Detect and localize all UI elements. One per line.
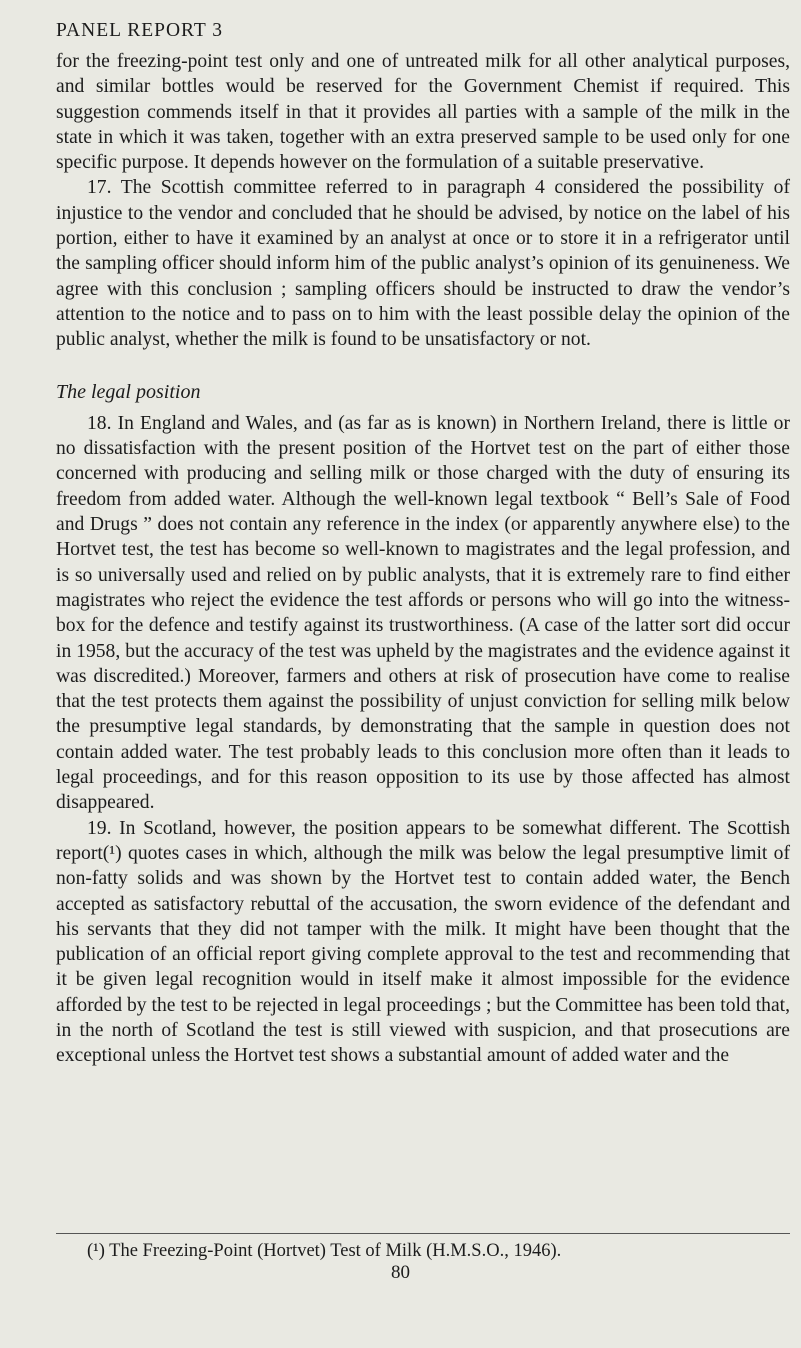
footnote-divider	[56, 1233, 790, 1234]
paragraph-18: 18. In England and Wales, and (as far as is known) in Northern Ireland, there is little or no dissatisfaction with the present position of the Hortvet test on the part of either those concerned with producing and selling milk or those charged with the duty of ensuring its freedom from added water. Although the well-known legal textbook “ Bell’s Sale of Food and Drugs ” does not contain any reference in the index (or apparently anywhere else) to the Hortvet test, the test has become so well-known to magistrates and the legal profession, and is so universally used and relied on by public analysts, that it is extremely rare to find either magistrates who reject the evidence the test affords or persons who will go into the witness-box for the defence and testify against its trustworthiness. (A case of the latter sort did occur in 1958, but the accuracy of the test was upheld by the magistrates and the evidence against it was discredited.) Moreover, farmers and others at risk of prosecution have come to realise that the test protects them against the possibility of unjust conviction for selling milk below the presumptive legal standards, by demonstrating that the sample in question does not contain added water. The test probably leads to this conclusion more often than it leads to legal proceedings, and for this reason opposition to its use by those affected has almost disappeared.	[56, 412, 790, 814]
paragraph-17: 17. The Scottish committee referred to in paragraph 4 considered the possibility of injustice to the vendor and concluded that he should be advised, by notice on the label of his portion, either to have it examined by an analyst at once or to store it in a refrigerator until the sampling officer should inform him of the public analyst’s opinion of its genuineness. We agree with this conclusion ; sampling officers should be instructed to draw the vendor’s attention to the notice and to pass on to him with the least possible delay the opinion of the public analyst, whether the milk is found to be unsatisfactory or not.	[56, 177, 790, 351]
paragraph-19: 19. In Scotland, however, the position appears to be somewhat different. The Scottish report(¹) quotes cases in which, although the milk was below the legal presumptive limit of non-fatty solids and was shown by the Hortvet test to contain added water, the Bench accepted as satisfactory rebuttal of the accusation, the sworn evidence of the defendant and his servants that they did not tamper with the milk. It might have been thought that the publication of an official report giving complete approval to the test and recommending that it be given legal recognition would in itself make it almost impossible for the evidence afforded by the test to be rejected in legal proceedings ; but the Committee has been told that, in the north of Scotland the test is still viewed with suspicion, and that prosecutions are exceptional unless the Hortvet test shows a substantial amount of added water and the	[56, 817, 790, 1067]
footnote: (¹) The Freezing-Point (Hortvet) Test of Milk (H.M.S.O., 1946).	[87, 1241, 562, 1261]
body-text	[56, 49, 790, 1069]
paragraph-continuation: for the freezing-point test only and one of untreated milk for all other analytical purposes, and similar bottles would be reserved for the Government Chemist if required. This suggestion commends itself in that it provides all parties with a sample of the milk in the state in which it was taken, together with an extra preserved sample to be used only for one specific purpose. It depends however on the formulation of a suitable preservative.	[56, 51, 790, 174]
running-head: PANEL REPORT 3	[56, 20, 224, 41]
page-number: 80	[391, 1262, 410, 1283]
section-heading: The legal position	[56, 380, 201, 403]
